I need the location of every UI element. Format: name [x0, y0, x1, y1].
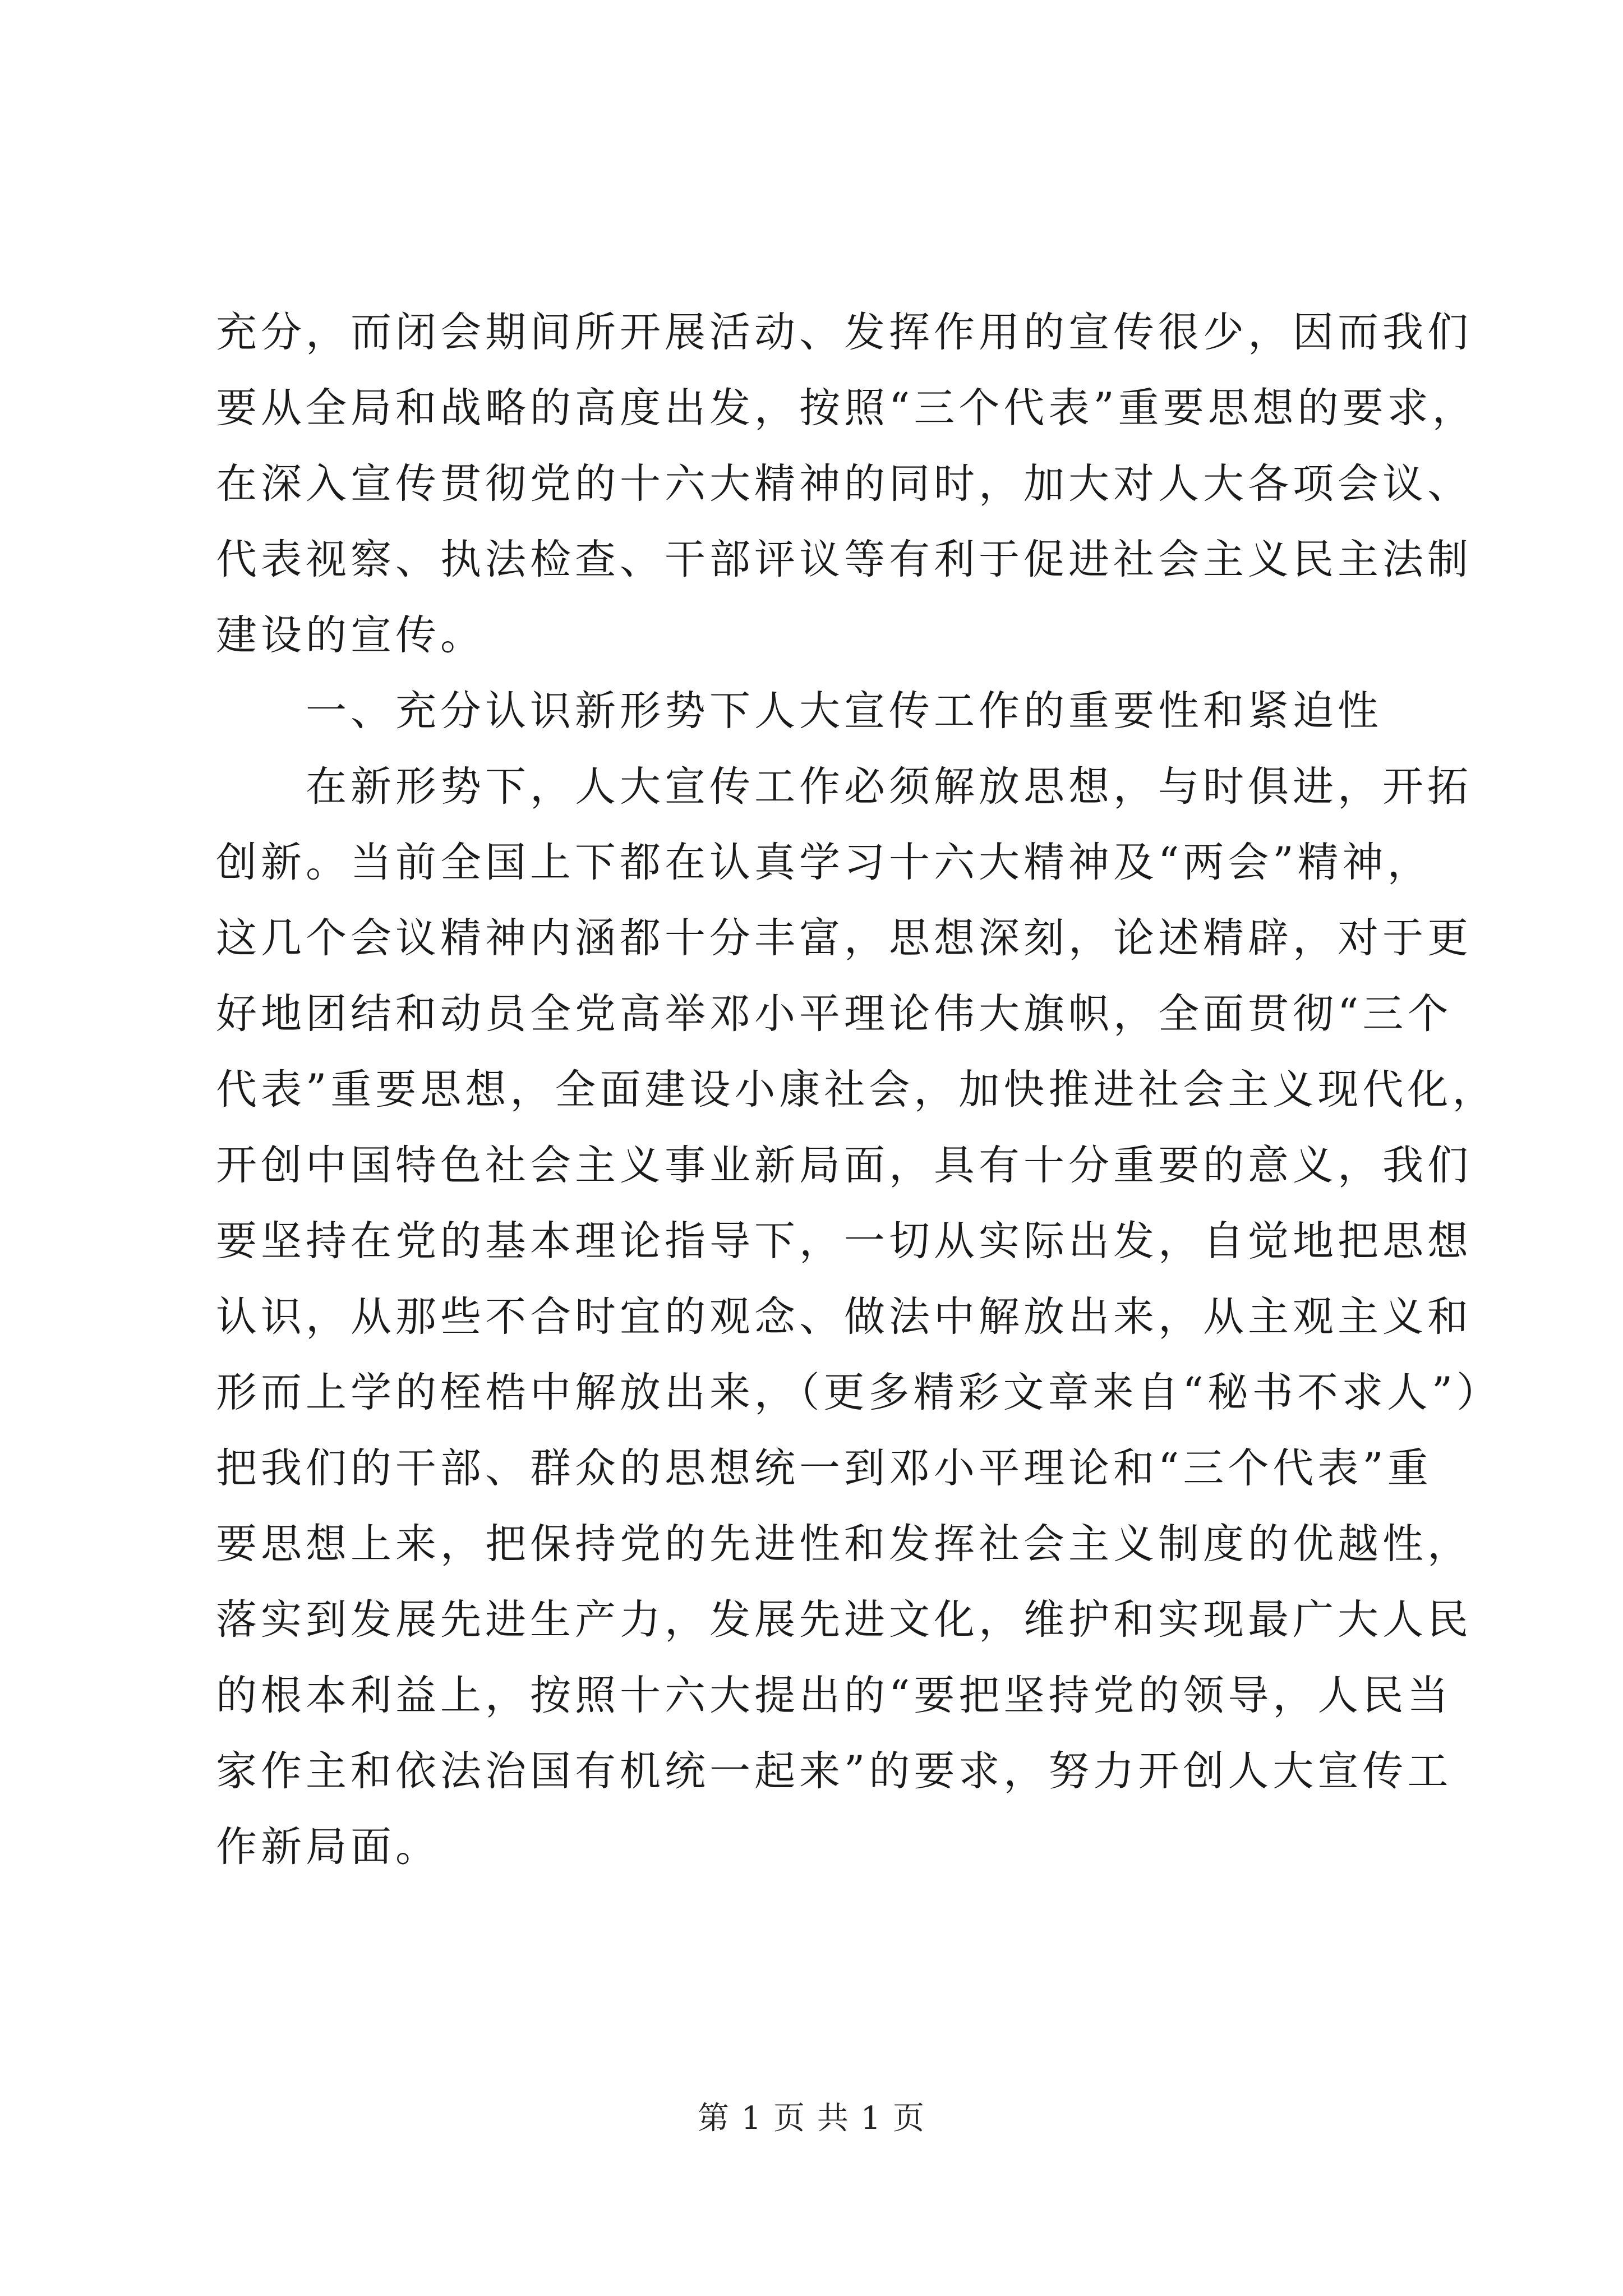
- text-line: 认识，从那些不合时宜的观念、做法中解放出来，从主观主义和: [216, 1293, 1472, 1341]
- text-line: 好地团结和动员全党高举邓小平理论伟大旗帜，全面贯彻“三个: [216, 990, 1453, 1038]
- paragraph-start: 在新形势下，人大宣传工作必须解放思想，与时俱进，开拓: [306, 763, 1472, 811]
- text-line: 建设的宣传。: [216, 611, 485, 659]
- text-line: 要从全局和战略的高度出发，按照“三个代表”重要思想的要求，: [216, 384, 1477, 432]
- text-line: 这几个会议精神内涵都十分丰富，思想深刻，论述精辟，对于更: [216, 914, 1472, 962]
- text-line: 代表”重要思想，全面建设小康社会，加快推进社会主义现代化，: [216, 1066, 1497, 1114]
- text-line: 的根本利益上，按照十六大提出的“要把坚持党的领导，人民当: [216, 1672, 1453, 1719]
- text-line: 充分，而闭会期间所开展活动、发挥作用的宣传很少，因而我们: [216, 309, 1472, 356]
- page-footer: [0, 2099, 1623, 2138]
- text-line: 要坚持在党的基本理论指导下，一切从实际出发，自觉地把思想: [216, 1217, 1472, 1265]
- text-line: 代表视察、执法检查、干部评议等有利于促进社会主义民主法制: [216, 536, 1472, 583]
- text-line: 创新。当前全国上下都在认真学习十六大精神及“两会”精神，: [216, 839, 1432, 886]
- text-line: 形而上学的桎梏中解放出来，（更多精彩文章来自“秘书不求人”）: [216, 1369, 1502, 1416]
- text-line: 开创中国特色社会主义事业新局面，具有十分重要的意义，我们: [216, 1142, 1472, 1189]
- text-line: 要思想上来，把保持党的先进性和发挥社会主义制度的优越性，: [216, 1520, 1472, 1568]
- text-line: 家作主和依法治国有机统一起来”的要求，努力开创人大宣传工: [216, 1747, 1453, 1795]
- text-line: 落实到发展先进生产力，发展先进文化，维护和实现最广大人民: [216, 1596, 1472, 1644]
- text-line: 把我们的干部、群众的思想统一到邓小平理论和“三个代表”重: [216, 1444, 1432, 1492]
- text-line: 作新局面。: [216, 1823, 440, 1871]
- document-body: [216, 295, 1502, 1885]
- page-number-label: 第 1 页 共 1 页: [697, 2100, 926, 2137]
- section-heading: 一、充分认识新形势下人大宣传工作的重要性和紧迫性: [306, 687, 1382, 735]
- text-line: 在深入宣传贯彻党的十六大精神的同时，加大对人大各项会议、: [216, 460, 1472, 508]
